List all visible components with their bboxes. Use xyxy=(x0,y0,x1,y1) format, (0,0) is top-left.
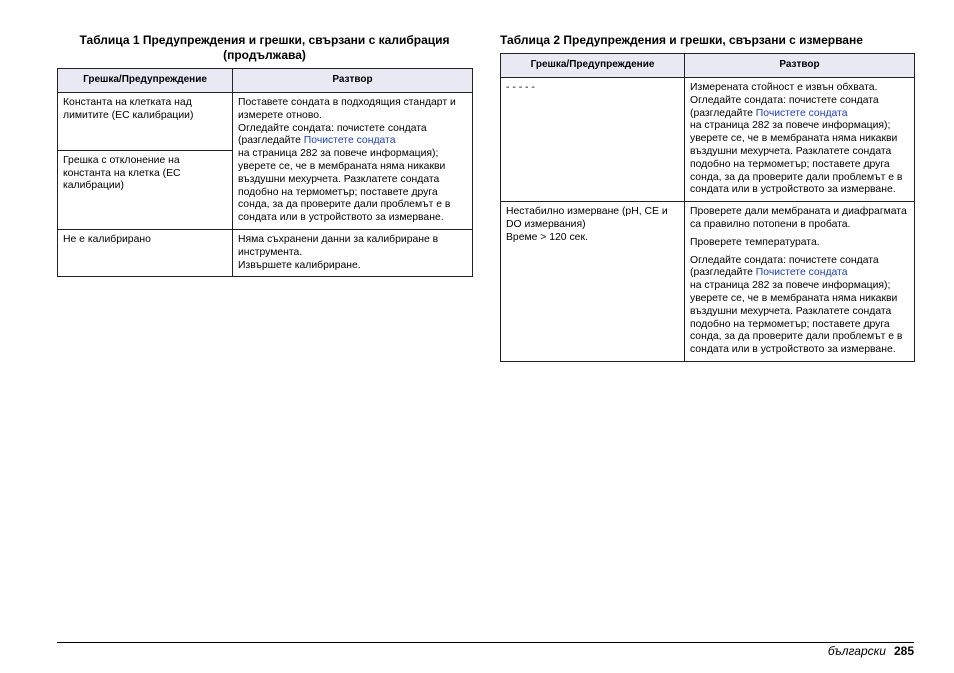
solution-cell xyxy=(233,229,473,276)
error-cell: Не е калибрирано xyxy=(58,229,233,276)
solution-paragraph xyxy=(690,255,909,357)
solution-paragraph: Проверете температурата. xyxy=(690,236,820,248)
error-text: Нестабилно измерване (pH, CE и DO измервания) xyxy=(506,206,668,230)
solution-cell xyxy=(685,202,915,362)
table2-measurement-errors xyxy=(500,53,915,362)
table1-caption xyxy=(57,33,472,63)
error-cell: Константа на клетката над лимитите (EC калибрации) xyxy=(58,93,233,151)
error-cell: - - - - - xyxy=(501,78,685,202)
table-row xyxy=(501,78,915,202)
solution-text: Измерената стойност е извън обхвата. Огледайте сондата: почистете сондата (разгледайте xyxy=(690,82,879,119)
clean-probe-link[interactable]: Почистете сондата xyxy=(755,107,848,119)
table1-caption-title: Таблица 1 Предупреждения и грешки, свързани с калибрация xyxy=(79,33,450,47)
solution-text: на страница 282 за повече информация); уверете се, че в мембраната няма никакви въздушни мехурчета. Разклатете сондата подобно на термометър; поставете друга сонда, за да проверите дали проблемът е в сондата или в устройството за измерване. xyxy=(690,280,903,356)
column-header-solution: Разтвор xyxy=(685,54,915,78)
page-footer xyxy=(828,644,914,658)
clean-probe-link[interactable]: Почистете сондата xyxy=(303,135,396,147)
column-header-solution: Разтвор xyxy=(233,69,473,93)
solution-cell xyxy=(685,78,915,202)
table1-caption-continued: (продължава) xyxy=(223,48,306,62)
solution-text: Поставете сондата в подходящия стандарт и измерете отново. xyxy=(238,97,456,121)
solution-text: Няма съхранени данни за калибриране в инструмента. xyxy=(238,233,439,258)
error-text: Време > 120 сек. xyxy=(506,231,588,243)
solution-text: Огледайте сондата: почистете сондата (разгледайте xyxy=(238,122,427,147)
table-header-row xyxy=(58,69,473,93)
solution-text: на страница 282 за повече информация); уверете се, че в мембраната няма никакви въздушни мехурчета. Разклатете сондата подобно на термометър; поставете друга сонда, за да проверите дали проблемът е в сондата или в устройството за измерване. xyxy=(690,120,903,196)
solution-cell xyxy=(233,93,473,230)
page-number: 285 xyxy=(893,644,914,658)
clean-probe-link[interactable]: Почистете сондата xyxy=(755,267,848,279)
table-row xyxy=(501,202,915,362)
solution-paragraph: Проверете дали мембраната и диафрагмата са правилно потопени в пробата. xyxy=(690,206,907,230)
error-cell: Грешка с отклонение на константа на клетка (EC калибрации) xyxy=(58,150,233,229)
column-header-error: Грешка/Предупреждение xyxy=(501,54,685,78)
solution-text: Извършете калибриране. xyxy=(238,259,361,271)
table-header-row xyxy=(501,54,915,78)
table-row xyxy=(58,229,473,276)
footer-language: български xyxy=(827,644,886,658)
column-header-error: Грешка/Предупреждение xyxy=(58,69,233,93)
table2-caption: Таблица 2 Предупреждения и грешки, свързани с измерване xyxy=(500,33,863,47)
error-cell xyxy=(501,202,685,362)
footer-divider xyxy=(57,642,914,643)
solution-text: Огледайте сондата: почистете сондата (разгледайте xyxy=(690,254,879,279)
solution-text: на страница 282 за повече информация); уверете се, че в мембраната няма никакви въздушни мехурчета. Разклатете сондата подобно на термометър; поставете друга сонда, за да проверите дали проблемът е в сондата или в устройството за измерване. xyxy=(238,148,451,224)
table1-calibration-errors xyxy=(57,68,473,277)
table-row xyxy=(58,93,473,151)
